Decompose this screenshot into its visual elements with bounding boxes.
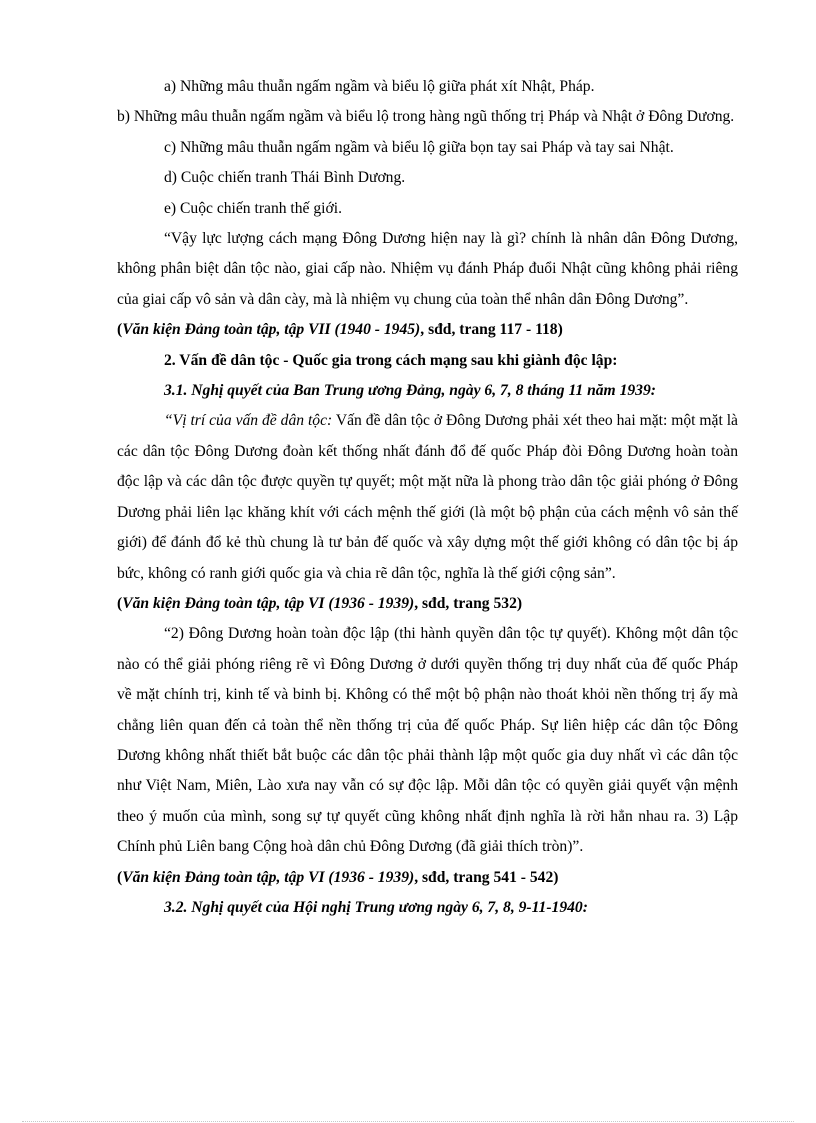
citation-1-rest: , sđd, trang 117 - 118) — [420, 321, 563, 339]
list-item-a: a) Những mâu thuẫn ngấm ngầm và biểu lộ giữa phát xít Nhật, Pháp. — [164, 78, 595, 95]
document-page — [117, 72, 738, 923]
citation-3 — [117, 863, 738, 893]
list-item-c: c) Những mâu thuẫn ngấm ngầm và biểu lộ giữa bọn tay sai Pháp và tay sai Nhật. — [164, 138, 674, 156]
citation-1-title: Văn kiện Đảng toàn tập, tập VII (1940 - 1945) — [122, 321, 421, 339]
quote-2-body: Vấn đề dân tộc ở Đông Dương phải xét theo hai mặt: một mặt là các dân tộc Đông Dương đoàn kết thống nhất đánh đổ đế quốc Pháp đòi Đông Dương hoàn toàn độc lập và các dân tộc được quyền tự quyết; một mặt nữa là phong trào dân tộc giải phóng ở Đông Dương phải liên lạc khăng khít với cách mệnh thế giới (là một bộ phận của cách mệnh vô sản thế giới) để đánh đổ kẻ thù chung là tư bản đế quốc và xây dựng một thế giới không có dân tộc bị áp bức, không có ranh giới quốc gia và chia rẽ dân tộc, nghĩa là thế giới cộng sản”. — [117, 412, 738, 582]
quote-paragraph-1: “Vậy lực lượng cách mạng Đông Dương hiện nay là gì? chính là nhân dân Đông Dương, không phân biệt dân tộc nào, giai cấp nào. Nhiệm vụ đánh Pháp đuổi Nhật cũng không phải riêng của giai cấp vô sản và dân cày, mà là nhiệm vụ chung của toàn thể nhân dân Đông Dương”. — [117, 230, 738, 308]
citation-2-title: Văn kiện Đảng toàn tập, tập VI (1936 - 1939) — [122, 594, 415, 612]
citation-1 — [117, 315, 738, 345]
page-bottom-divider — [22, 1121, 794, 1122]
list-item-b: b) Những mâu thuẫn ngấm ngầm và biểu lộ trong hàng ngũ thống trị Pháp và Nhật ở Đông Dương. — [117, 108, 735, 126]
list-item-d: d) Cuộc chiến tranh Thái Bình Dương. — [164, 169, 406, 187]
quote-paragraph-2 — [117, 406, 738, 588]
section-2-heading: 2. Vấn đề dân tộc - Quốc gia trong cách mạng sau khi giành độc lập: — [164, 351, 618, 369]
citation-2-open: ( — [117, 594, 123, 612]
citation-3-title: Văn kiện Đảng toàn tập, tập VI (1936 - 1939) — [122, 868, 415, 886]
citation-2-rest: , sđd, trang 532) — [414, 594, 523, 612]
citation-3-open: ( — [117, 868, 123, 886]
quote-2-lead: “Vị trí của vấn đề dân tộc: — [164, 412, 333, 430]
quote-paragraph-3: “2) Đông Dương hoàn toàn độc lập (thi hành quyền dân tộc tự quyết). Không một dân tộc nào có thể giải phóng riêng rẽ vì Đông Dương ở dưới quyền thống trị duy nhất của đế quốc Pháp về mặt chính trị, kinh tế và binh bị. Không có thể một bộ phận nào thoát khỏi nền thống trị ấy mà chẳng liên quan đến cả toàn thể nền thống trị của đế quốc Pháp. Sự liên hiệp các dân tộc Đông Dương không nhất thiết bắt buộc các dân tộc phải thành lập một quốc gia duy nhất vì các dân tộc như Việt Nam, Miên, Lào xưa nay vẫn có sự độc lập. Mỗi dân tộc có quyền giải quyết vận mệnh theo ý muốn của mình, song sự tự quyết cũng không nhất định nghĩa là rời hẳn nhau ra. 3) Lập Chính phủ Liên bang Cộng hoà dân chủ Đông Dương (đã giải thích tròn)”. — [117, 625, 738, 856]
section-3-1-heading: 3.1. Nghị quyết của Ban Trung ương Đảng, ngày 6, 7, 8 tháng 11 năm 1939: — [164, 382, 656, 400]
citation-1-open: ( — [117, 321, 123, 339]
citation-2 — [117, 589, 738, 619]
citation-3-rest: , sđd, trang 541 - 542) — [414, 868, 559, 886]
list-item-e: e) Cuộc chiến tranh thế giới. — [164, 199, 342, 217]
section-3-2-heading: 3.2. Nghị quyết của Hội nghị Trung ương ngày 6, 7, 8, 9-11-1940: — [164, 898, 588, 916]
